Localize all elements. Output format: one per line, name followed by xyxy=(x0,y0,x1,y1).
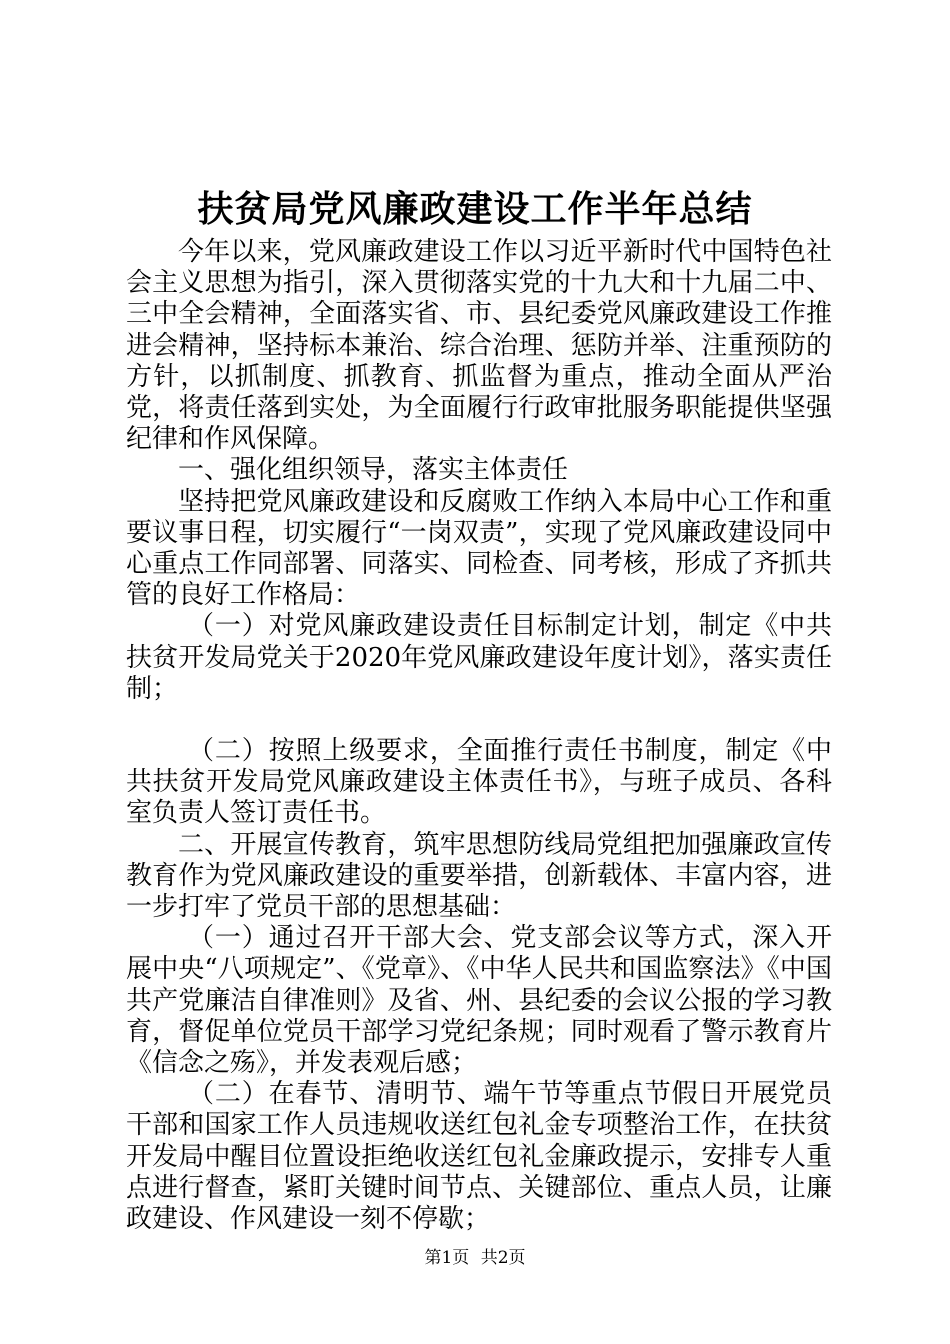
page-number-footer: 第1页 共2页 xyxy=(424,1248,526,1268)
section-heading-1: 一、强化组织领导，落实主体责任 xyxy=(178,455,569,486)
section-heading-2: 二、开展宣传教育，筑牢思想防线局党组把加强廉政宣传教育作为党风廉政建设的重要举措，创新载体、丰富内容，进一步打牢了党员干部的思想基础： xyxy=(126,829,832,923)
section-1-item-2: （二）按照上级要求，全面推行责任书制度，制定《中共扶贫开发局党风廉政建设主体责任书》，与班子成员、各科室负责人签订责任书。 xyxy=(126,736,832,829)
document-title: 扶贫局党风廉政建设工作半年总结 xyxy=(197,188,753,230)
section-2-item-2: （二）在春节、清明节、端午节等重点节假日开展党员干部和国家工作人员违规收送红包礼金专项整治工作，在扶贫开发局中醒目位置设拒绝收送红包礼金廉政提示，安排专人重点进行督查，紧盯关键时间节点、关键部位、重点人员，让廉政建设、作风建设一刻不停歇； xyxy=(126,1079,832,1235)
document-body xyxy=(126,237,832,1235)
section-1-paragraph: 坚持把党风廉政建设和反腐败工作纳入本局中心工作和重要议事日程，切实履行“一岗双责”，实现了党风廉政建设同中心重点工作同部署、同落实、同检查、同考核，形成了齐抓共管的良好工作格局： xyxy=(126,486,832,611)
section-2-item-1: （一）通过召开干部大会、党支部会议等方式，深入开展中央“八项规定”、《党章》、《中华人民共和国监察法》《中国共产党廉洁自律准则》及省、州、县纪委的会议公报的学习教育，督促单位党员干部学习党纪条规；同时观看了警示教育片《信念之殇》，并发表观后感； xyxy=(126,923,832,1079)
intro-paragraph: 今年以来，党风廉政建设工作以习近平新时代中国特色社会主义思想为指引，深入贯彻落实党的十九大和十九届二中、三中全会精神，全面落实省、市、县纪委党风廉政建设工作推进会精神，坚持标本兼治、综合治理、惩防并举、注重预防的方针，以抓制度、抓教育、抓监督为重点，推动全面从严治党，将责任落到实处，为全面履行行政审批服务职能提供坚强纪律和作风保障。 xyxy=(126,237,832,455)
section-1-item-1: （一）对党风廉政建设责任目标制定计划，制定《中共扶贫开发局党关于2020年党风廉政建设年度计划》，落实责任制； xyxy=(126,611,832,704)
